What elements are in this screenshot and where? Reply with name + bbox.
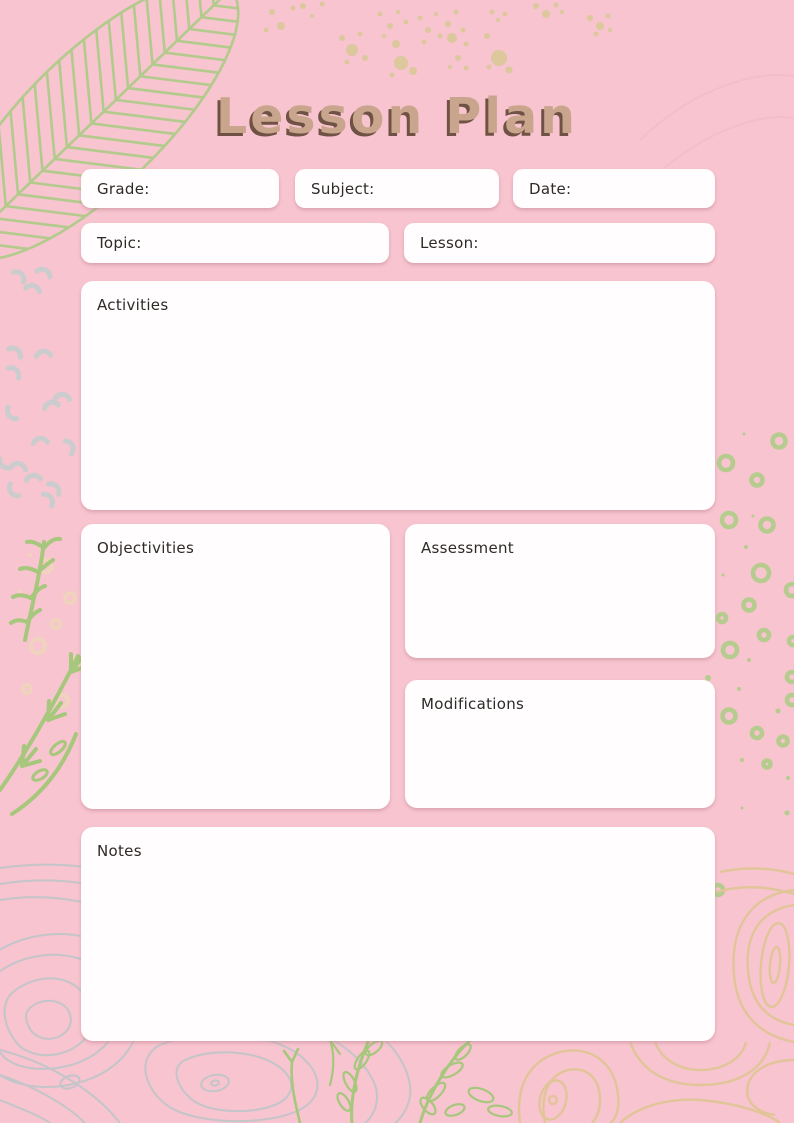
grade-label: Grade: (97, 179, 150, 198)
assessment-box[interactable] (405, 524, 715, 658)
topic-field[interactable] (81, 223, 389, 263)
branch-icon (284, 1038, 513, 1123)
crescent-sprinkles-icon (0, 269, 76, 506)
topic-label: Topic: (97, 234, 142, 252)
page-title: Lesson Plan (215, 88, 579, 145)
lesson-label: Lesson: (420, 234, 479, 252)
activities-box[interactable] (81, 281, 715, 510)
assessment-label: Assessment (421, 539, 514, 557)
date-label: Date: (529, 179, 572, 198)
sprig-icon (0, 539, 87, 814)
activities-label: Activities (97, 296, 169, 314)
modifications-label: Modifications (421, 695, 525, 713)
subject-field[interactable] (295, 169, 499, 208)
subject-label: Subject: (311, 179, 375, 198)
notes-label: Notes (97, 842, 142, 860)
ring-doodles-icon (705, 433, 794, 896)
date-field[interactable] (513, 169, 715, 208)
grade-field[interactable] (81, 169, 279, 208)
objectivities-label: Objectivities (97, 539, 195, 557)
objectivities-box[interactable] (81, 524, 390, 809)
dot-cluster-icon (264, 2, 613, 78)
notes-box[interactable] (81, 827, 715, 1041)
lesson-field[interactable] (404, 223, 715, 263)
modifications-box[interactable] (405, 680, 715, 808)
